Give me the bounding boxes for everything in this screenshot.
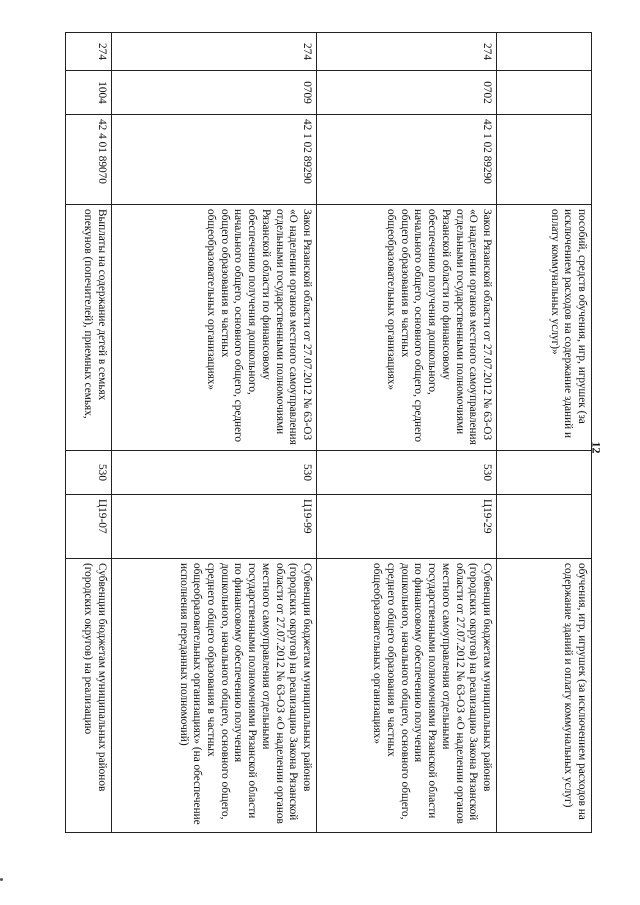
cell-law-text: Выплаты на содержание детей в семьях опекунов (попечителей), приемных семьях, (66, 205, 112, 451)
cell-target-article (497, 115, 592, 205)
cell-section: 1004 (66, 71, 112, 115)
cell-subvention-code (497, 495, 592, 559)
cell-law-text: Закон Рязанской области от 27.07.2012 № 63-ОЗ «О наделении органов местного самоуправления отдельными государственными полномочиями Рязанской области по финансовому обеспечению получения дошкольного, начального общего, основного общего, среднего общего образования в частных общеобразовательных организациях» (317, 205, 497, 451)
cell-section: 0702 (317, 71, 497, 115)
table-row (66, 33, 112, 833)
cell-subvention-text: Субвенции бюджетам муниципальных районов (городских округов) на реализацию (66, 559, 112, 833)
cell-section (497, 71, 592, 115)
cell-code: 274 (317, 33, 497, 71)
cell-subvention-code: Ц19-07 (66, 495, 112, 559)
cell-subvention-code: Ц19-99 (112, 495, 317, 559)
cell-expense-type (497, 451, 592, 495)
cell-code (497, 33, 592, 71)
table-row (497, 33, 592, 833)
cell-law-text: Закон Рязанской области от 27.07.2012 № 63-ОЗ «О наделении органов местного самоуправления отдельными государственными полномочиями Рязанской области по финансовому обеспечению получения дошкольного, начального общего, основного общего, среднего общего образования в частных общеобразовательных организациях» (112, 205, 317, 451)
cell-section: 0709 (112, 71, 317, 115)
page-number: 12 (589, 441, 604, 454)
cell-code: 274 (66, 33, 112, 71)
rotated-table-container (60, 32, 592, 832)
cell-subvention-text: обучения, игр, игрушек (за исключением расходов на содержание зданий и оплату коммунальных услуг) (497, 559, 592, 833)
cell-expense-type: 530 (317, 451, 497, 495)
cell-target-article: 42 1 02 89290 (317, 115, 497, 205)
budget-table (65, 32, 592, 833)
cell-subvention-text: Субвенции бюджетам муниципальных районов (городских округов) на реализацию Закона Рязанской области от 27.07.2012 № 63-ОЗ «О наделении органов местного самоуправления отдельными государственными полномочиями Рязанской области по финансовому обеспечению получения дошкольного, начального общего, основного общего, среднего общего образования в частных общеобразовательных организациях» (на обеспечение исполнения переданных полномочий) (112, 559, 317, 833)
cell-subvention-text: Субвенции бюджетам муниципальных районов (городских округов) на реализацию Закона Рязанской области от 27.07.2012 № 63-ОЗ «О наделении органов местного самоуправления отдельными государственными полномочиями Рязанской области по финансовому обеспечению получения дошкольного, начального общего, основного общего, среднего общего образования в частных общеобразовательных организациях» (317, 559, 497, 833)
cell-law-text: пособий, средств обучения, игр, игрушек (за исключением расходов на содержание зданий и оплату коммунальных услуг)» (497, 205, 592, 451)
cell-code: 274 (112, 33, 317, 71)
cell-expense-type: 530 (112, 451, 317, 495)
cell-target-article: 42 1 02 89290 (112, 115, 317, 205)
table-row (317, 33, 497, 833)
cell-expense-type: 530 (66, 451, 112, 495)
scan-mark (0, 878, 3, 881)
cell-target-article: 42 4 01 89070 (66, 115, 112, 205)
cell-subvention-code: Ц19-29 (317, 495, 497, 559)
table-row (112, 33, 317, 833)
